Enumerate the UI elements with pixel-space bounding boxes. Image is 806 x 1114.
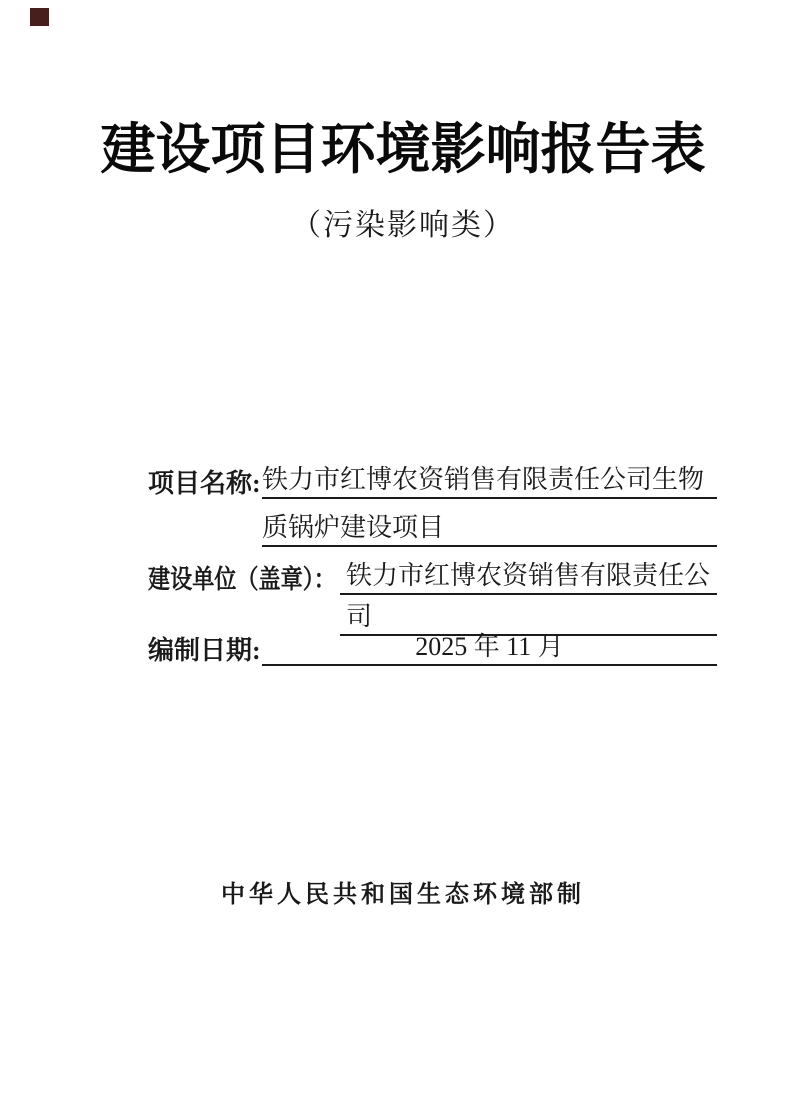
- page-title: 建设项目环境影响报告表: [100, 119, 706, 180]
- project-name-value-line1: 铁力市红博农资销售有限责任公司生物: [262, 463, 717, 499]
- issuing-authority-footer: 中华人民共和国生态环境部制: [221, 882, 585, 908]
- construction-unit-value-line1: 铁力市红博农资销售有限责任公: [340, 559, 717, 595]
- page-subtitle: （污染影响类）: [291, 209, 515, 242]
- project-name-value-line2: 质锅炉建设项目: [262, 511, 717, 547]
- compile-date-value: 2025 年 11 月: [262, 630, 717, 666]
- construction-unit-label: 建设单位（盖章）：: [148, 565, 336, 595]
- construction-unit-value-line2: 司: [340, 600, 717, 636]
- compile-date-label: 编制日期:: [148, 636, 261, 666]
- corner-mark: [30, 8, 49, 26]
- project-name-label: 项目名称:: [148, 469, 261, 499]
